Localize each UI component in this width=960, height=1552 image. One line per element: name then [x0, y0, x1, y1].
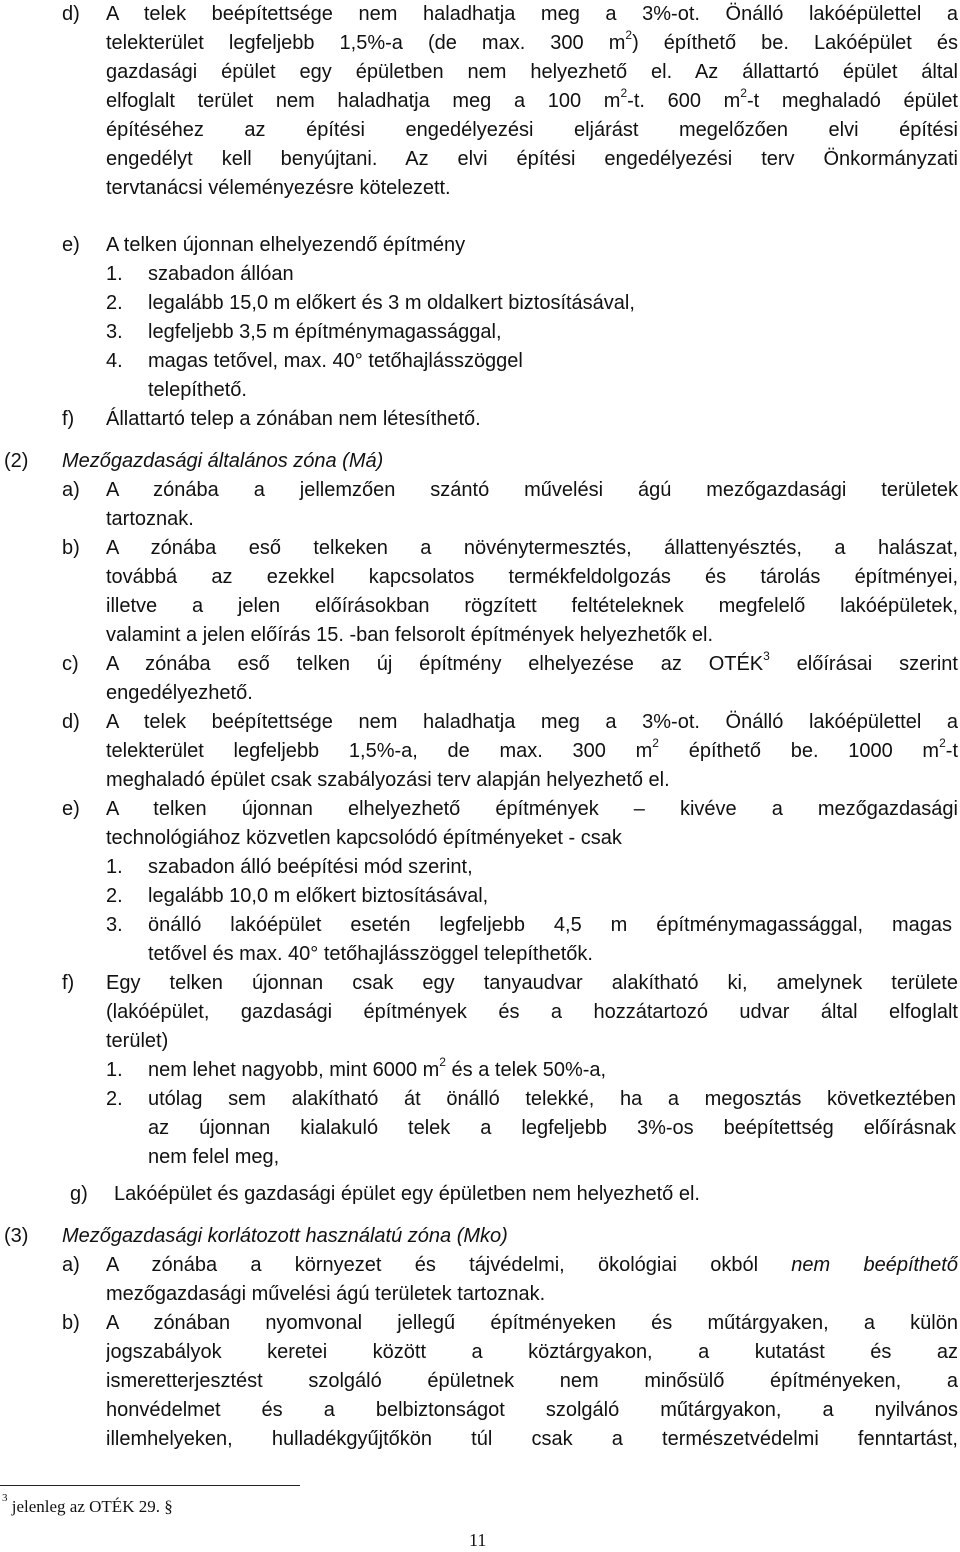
list-marker: b)	[62, 1312, 80, 1334]
paragraph-line: A telken újonnan elhelyezhető építmények – kivéve a mezőgazdasági	[106, 798, 958, 820]
list-item: legalább 10,0 m előkert biztosításával,	[148, 885, 489, 907]
paragraph-line: Egy telken újonnan csak egy tanyaudvar alakítható ki, amelynek területe	[106, 972, 958, 994]
list-number: 4.	[106, 350, 123, 372]
list-item: szabadon állóan	[148, 263, 294, 285]
section-title: Mezőgazdasági általános zóna (Má)	[62, 450, 384, 472]
list-item: magas tetővel, max. 40° tetőhajlásszöggel	[148, 350, 523, 372]
paragraph-line: A zónába a környezet és tájvédelmi, ökológiai okból nem beépíthető	[106, 1254, 958, 1276]
section-number: (2)	[4, 450, 29, 472]
paragraph-line: A zónába eső telken új építmény elhelyezése az OTÉK$^3$ előírásai szerint	[106, 650, 958, 675]
list-marker: g)	[70, 1183, 88, 1205]
paragraph-line: technológiához közvetlen kapcsolódó építményeket - csak	[106, 827, 622, 849]
paragraph-line: engedélyt kell benyújtani. Az elvi építési engedélyezési terv Önkormányzati	[106, 148, 958, 170]
footnote: $^3$ jelenleg az OTÉK 29. §	[2, 1492, 173, 1516]
paragraph-line: Állattartó telep a zónában nem létesíthető.	[106, 408, 481, 430]
paragraph-line: illemhelyeken, hulladékgyűjtőkön túl csak a természetvédelmi fenntartást,	[106, 1428, 958, 1450]
paragraph-line: gazdasági épület egy épületben nem helyezhető el. Az állattartó épület által	[106, 61, 958, 83]
list-marker: c)	[62, 653, 79, 675]
paragraph-line: jogszabályok keretei között a köztárgyakon, a kutatást és az	[106, 1341, 958, 1363]
paragraph-line: tartoznak.	[106, 508, 194, 530]
list-number: 3.	[106, 914, 123, 936]
section-number: (3)	[4, 1225, 29, 1247]
paragraph-line: A zónában nyomvonal jellegű építményeken és műtárgyaken, a külön	[106, 1312, 958, 1334]
list-marker: e)	[62, 798, 80, 820]
paragraph-line: A zónába a jellemzően szántó művelési ágú mezőgazdasági területek	[106, 479, 958, 501]
list-item-continuation: nem felel meg,	[148, 1146, 280, 1168]
page-number: 11	[469, 1530, 487, 1550]
paragraph-line: engedélyezhető.	[106, 682, 253, 704]
paragraph-line: Lakóépület és gazdasági épület egy épületben nem helyezhető el.	[114, 1183, 700, 1205]
paragraph-line: illetve a jelen előírásokban rögzített feltételeknek megfelelő lakóépületek,	[106, 595, 958, 617]
list-number: 1.	[106, 856, 123, 878]
paragraph-line: továbbá az ezekkel kapcsolatos termékfeldolgozás és tárolás építményei,	[106, 566, 958, 588]
paragraph-line: meghaladó épület csak szabályozási terv alapján helyezhető el.	[106, 769, 670, 791]
list-number: 3.	[106, 321, 123, 343]
list-number: 2.	[106, 292, 123, 314]
list-item: önálló lakóépület esetén legfeljebb 4,5 m építménymagassággal, magas	[148, 914, 952, 936]
list-number: 1.	[106, 1059, 123, 1081]
list-number: 1.	[106, 263, 123, 285]
list-number: 2.	[106, 1088, 123, 1110]
list-marker: d)	[62, 3, 80, 25]
list-marker: e)	[62, 234, 80, 256]
paragraph-line: A zónába eső telkeken a növénytermesztés, állattenyésztés, a halászat,	[106, 537, 958, 559]
list-marker: d)	[62, 711, 80, 733]
paragraph-line: A telken újonnan elhelyezendő építmény	[106, 234, 466, 256]
paragraph-line: honvédelmet és a belbiztonságot szolgáló műtárgyakon, a nyilvános	[106, 1399, 958, 1421]
paragraph-line: A telek beépítettsége nem haladhatja meg a 3%-ot. Önálló lakóépülettel a	[106, 711, 958, 733]
list-item: legalább 15,0 m előkert és 3 m oldalkert biztosításával,	[148, 292, 635, 314]
list-item: legfeljebb 3,5 m építménymagassággal,	[148, 321, 502, 343]
paragraph-line: terület)	[106, 1030, 169, 1052]
section-title: Mezőgazdasági korlátozott használatú zóna (Mko)	[62, 1225, 508, 1247]
paragraph-line: telekterület legfeljebb 1,5%-a, de max. 300 $m^2$ építhető be. 1000 $m^2-t$	[106, 737, 958, 762]
list-marker: f)	[62, 408, 75, 430]
list-number: 2.	[106, 885, 123, 907]
list-item: nem lehet nagyobb, mint 6000 $m^2$ és a telek 50%-a,	[148, 1055, 607, 1081]
paragraph-line: telekterület legfeljebb 1,5%-a (de max. 300 $m^2$) építhető be. Lakóépület és	[106, 29, 958, 54]
list-item-continuation: tetővel és max. 40° tetőhajlásszöggel telepíthetők.	[148, 943, 593, 965]
list-marker: a)	[62, 1254, 80, 1276]
list-marker: a)	[62, 479, 80, 501]
list-marker: b)	[62, 537, 80, 559]
paragraph-line: építéséhez az építési engedélyezési eljárást megelőzően elvi építési	[106, 119, 958, 141]
list-item: szabadon álló beépítési mód szerint,	[148, 856, 473, 878]
paragraph-line: A telek beépítettsége nem haladhatja meg a 3%-ot. Önálló lakóépülettel a	[106, 3, 958, 25]
paragraph-line: ismeretterjesztést szolgáló épületnek nem minősülő építményeken, a	[106, 1370, 958, 1392]
paragraph-line: elfoglalt terület nem haladhatja meg a 100 $m^2-t$. 600 $m^2-t$ meghaladó épület	[106, 87, 958, 112]
paragraph-line: mezőgazdasági művelési ágú területek tartoznak.	[106, 1283, 546, 1305]
paragraph-line: tervtanácsi véleményezésre kötelezett.	[106, 177, 451, 199]
list-item: utólag sem alakítható át önálló telekké, ha a megosztás következtében	[148, 1088, 956, 1110]
list-marker: f)	[62, 972, 75, 994]
footnote-separator	[0, 1485, 300, 1486]
paragraph-line: valamint a jelen előírás 15. -ban felsorolt építmények helyezhetők el.	[106, 624, 714, 646]
paragraph-line: (lakóépület, gazdasági építmények és a hozzátartozó udvar által elfoglalt	[106, 1001, 958, 1023]
list-item-continuation: telepíthető.	[148, 379, 247, 401]
list-item-continuation: az újonnan kialakuló telek a legfeljebb 3%-os beépítettség előírásnak	[148, 1117, 956, 1139]
